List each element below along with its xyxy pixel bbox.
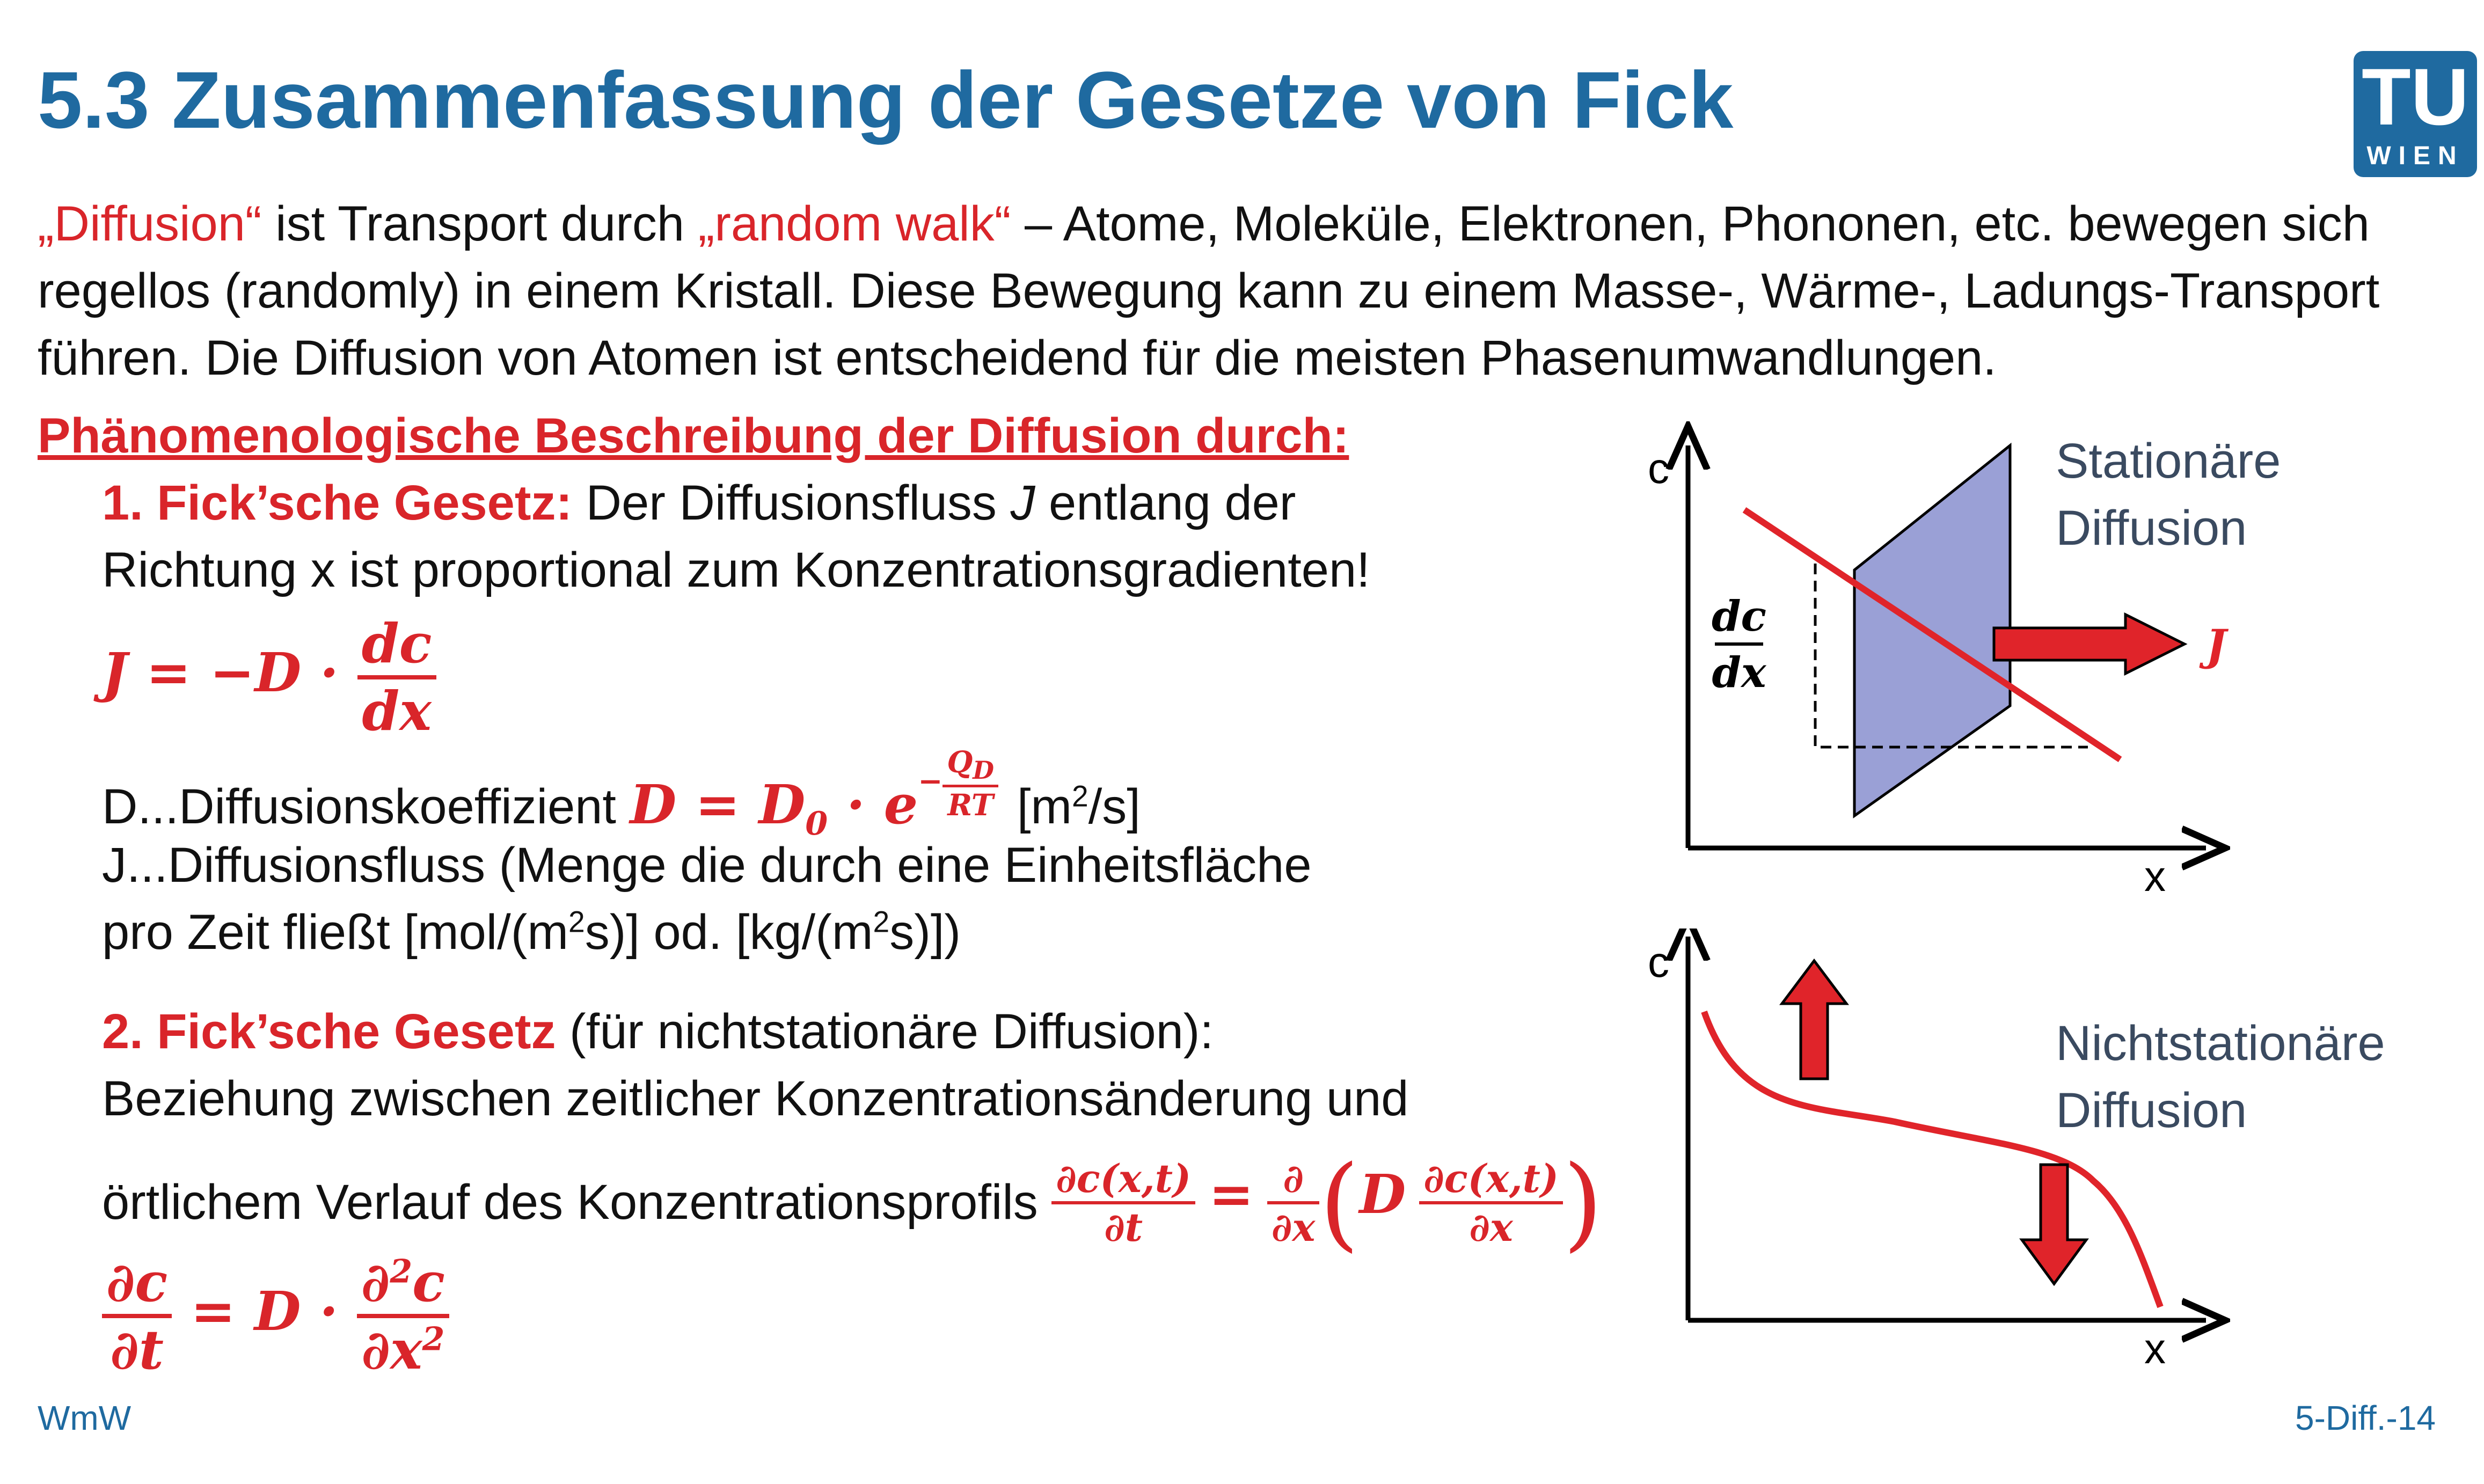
inline-D: D (1359, 1162, 1406, 1226)
law1-text-j: J (1010, 476, 1035, 530)
diffusion-plane (1854, 445, 2010, 816)
law1-eq-fraction (357, 612, 436, 743)
decrease-arrow (2022, 1165, 2086, 1284)
intro-text-2: – Atome, Moleküle, Elektronen, Phononen, etc. bewegen sich regellos (randomly) in einem Kristall. Diese Bewegung kann zu einem Masse-, Wärme-, Ladungs-Transport führen. Die Diffusion von Atomen ist entscheidend für die meisten Phasenumwandlungen. (38, 196, 2380, 385)
main-frac-2 (357, 1251, 449, 1381)
main-n2sup: 2 (390, 1253, 413, 1291)
main-n2b: c (412, 1251, 445, 1314)
inline-d2: ∂x (1271, 1204, 1316, 1250)
top-title-line1: Stationäre (2056, 434, 2281, 488)
intro-paragraph (38, 191, 2426, 392)
law2-line1 (102, 1004, 1214, 1060)
main-n2: ∂ (361, 1251, 390, 1314)
j-def-b: 2 (568, 905, 585, 939)
d-unit (1017, 779, 1141, 834)
logo-wien: WIEN (2366, 142, 2464, 170)
footer-left: WmW (38, 1399, 131, 1437)
bottom-title-line1: Nichtstationäre (2056, 1016, 2385, 1071)
law1-text-a: Der Diffusionsfluss (572, 476, 1011, 530)
increase-arrow (1782, 961, 1846, 1079)
inline-n3: ∂c(x,t) (1419, 1156, 1563, 1204)
section-heading: Phänomenologische Beschreibung der Diffusion durch: (38, 408, 1349, 463)
stationary-diffusion-diagram (1583, 419, 2469, 912)
law1-text-c: entlang der (1035, 476, 1296, 530)
d-unit-b: 2 (1072, 779, 1088, 813)
intro-random-walk-term: „random walk“ (698, 196, 1011, 251)
d-eq-exp-den: RT (947, 787, 993, 823)
law1-eq-lhs: J = −D · (102, 640, 339, 704)
footer-page-number: 5-Diff.-14 (2295, 1399, 2436, 1437)
law2-label: 2. Fick’sche Gesetz (102, 1004, 556, 1059)
gradient-num: dc (1711, 592, 1767, 641)
d-eq-main: D = D (630, 773, 806, 836)
law2-main-equation (102, 1251, 449, 1381)
j-def-c: s)] od. [kg/(m (585, 905, 873, 960)
inline-frac-1 (1051, 1156, 1195, 1250)
d-eq-exp-frac (943, 744, 998, 822)
main-mid: = D · (191, 1279, 339, 1343)
flux-label: J (2206, 620, 2226, 670)
main-d1: ∂t (110, 1318, 164, 1381)
gradient-den: dx (1712, 648, 1766, 697)
j-definition-line2 (102, 904, 961, 961)
d-definition: D...Diffusionskoeffizient (102, 779, 616, 834)
page-title: 5.3 Zusammenfassung der Gesetze von Fick (38, 55, 1734, 145)
main-n1: ∂c (102, 1251, 172, 1318)
main-d2: ∂x (361, 1318, 422, 1381)
top-y-label: c (1648, 444, 1669, 492)
law1-line1 (102, 475, 1296, 531)
law1-equation (102, 612, 436, 743)
j-definition-line1: J...Diffusionsfluss (Menge die durch eine Einheitsfläche (102, 838, 1312, 893)
law2-inline-equation: $\frac{\partial c(x,t)}{\partial t}$ = $\frac{\partial}{\partial x}$ (D $\frac{\partial c(x,t)}{\partial x}$ ) (1051, 1176, 1603, 1222)
d-unit-a: [m (1017, 779, 1072, 834)
inline-d3: ∂x (1469, 1204, 1513, 1250)
flux-arrow (1994, 615, 2185, 674)
bottom-title-line2: Diffusion (2056, 1083, 2247, 1138)
d-unit-c: /s] (1088, 779, 1141, 834)
law2-line3 (102, 1143, 1603, 1262)
intro-diffusion-term: „Diffusion“ (38, 196, 262, 251)
inline-frac-3 (1419, 1156, 1563, 1250)
j-def-e: s)]) (889, 905, 961, 960)
top-title-line2: Diffusion (2056, 501, 2247, 555)
tu-wien-logo (2354, 51, 2477, 177)
d-eq-exponent (918, 744, 998, 823)
d-eq-exp-num: Q (947, 744, 973, 780)
d-equation (630, 744, 1017, 843)
d-eq-sub: 0 (805, 805, 828, 843)
top-x-label: x (2144, 852, 2166, 900)
bottom-x-label: x (2144, 1325, 2166, 1372)
d-eq-rest: · e (828, 773, 918, 836)
main-d2sup: 2 (422, 1320, 445, 1358)
intro-text-1: ist Transport durch (261, 196, 698, 251)
j-def-a: pro Zeit fließt [mol/(m (102, 905, 569, 960)
law1-eq-num: dc (357, 612, 436, 679)
nonstationary-diffusion-diagram (1583, 929, 2469, 1422)
d-eq-exp-sub: D (973, 756, 994, 785)
inline-n2: ∂ (1267, 1156, 1319, 1204)
bottom-y-label: c (1648, 938, 1669, 986)
law2-text3: örtlichem Verlauf des Konzentrationsprofils (102, 1175, 1038, 1230)
law1-label: 1. Fick’sche Gesetz: (102, 476, 573, 530)
logo-tu: TU (2362, 52, 2469, 142)
law1-line2: Richtung x ist proportional zum Konzentrationsgradienten! (102, 543, 1370, 597)
main-frac-1 (102, 1251, 172, 1381)
law2-text1: (für nichtstationäre Diffusion): (556, 1004, 1214, 1059)
inline-d1: ∂t (1104, 1204, 1143, 1250)
d-eq-minus: − (918, 763, 943, 798)
inline-n1: ∂c(x,t) (1051, 1156, 1195, 1204)
law1-eq-den: dx (362, 679, 432, 743)
j-def-d: 2 (873, 905, 890, 939)
inline-eq: = (1209, 1162, 1254, 1226)
law2-line2: Beziehung zwischen zeitlicher Konzentrationsänderung und (102, 1071, 1409, 1126)
inline-frac-2 (1267, 1156, 1319, 1250)
